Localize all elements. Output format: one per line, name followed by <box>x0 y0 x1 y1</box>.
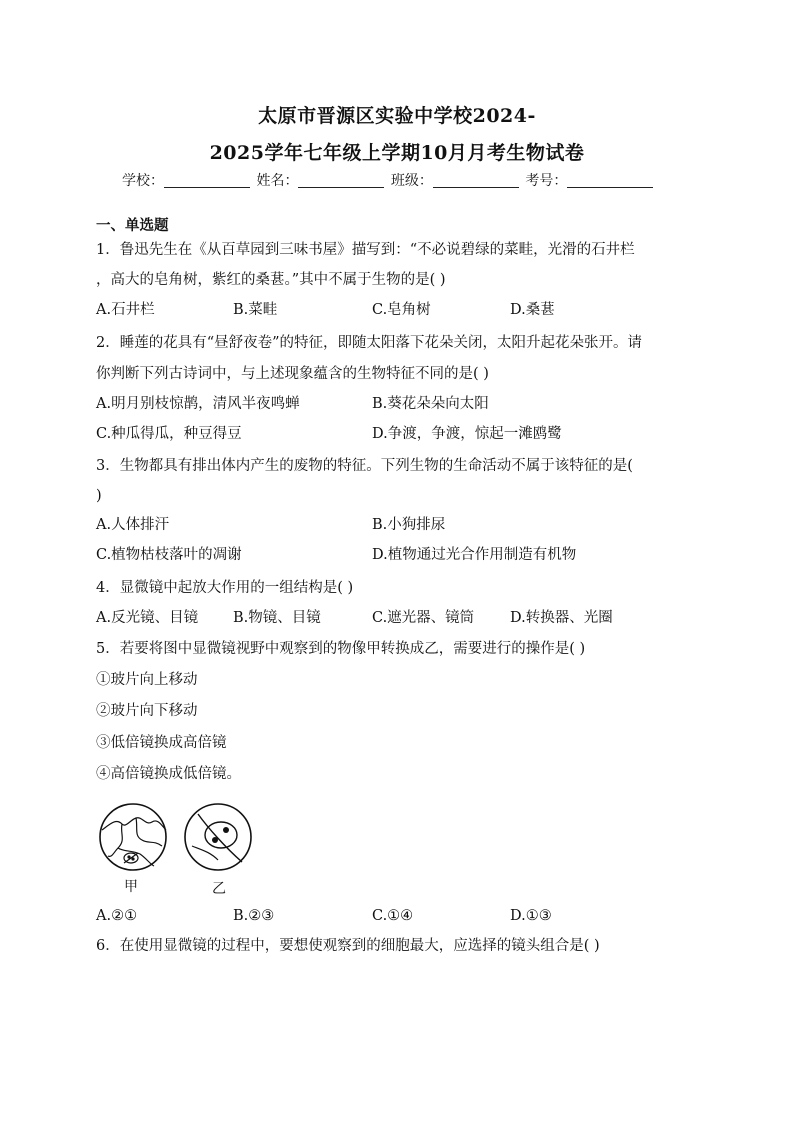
q3-option-d[interactable]: D.植物通过光合作用制造有机物 <box>372 547 577 563</box>
q4-option-b[interactable]: B.物镜、目镜 <box>233 610 321 626</box>
field-jia <box>100 804 166 870</box>
q5-item-2: ②玻片向下移动 <box>96 703 198 719</box>
q5-item-1: ①玻片向上移动 <box>96 672 198 688</box>
exam-title-line1: 太原市晋源区实验中学校2024- <box>258 105 536 127</box>
q4-option-d[interactable]: D.转换器、光圈 <box>510 610 613 626</box>
q2-stem-line1: 2．睡莲的花具有“昼舒夜卷”的特征，即随太阳落下花朵关闭，太阳升起花朵张开。请 <box>96 335 643 351</box>
q1-option-c[interactable]: C.皂角树 <box>372 302 431 318</box>
student-info-row <box>122 170 655 190</box>
q5-option-b[interactable]: B.②③ <box>233 908 275 924</box>
exam-title-line2: 2025学年七年级上学期10月月考生物试卷 <box>209 142 585 164</box>
class-label: 班级： <box>390 173 433 189</box>
q3-stem-line2: ) <box>96 488 102 504</box>
q4-stem: 4．显微镜中起放大作用的一组结构是( ) <box>96 580 354 596</box>
q1-option-d[interactable]: D.桑葚 <box>510 302 555 318</box>
q1-option-b[interactable]: B.菜畦 <box>233 302 278 318</box>
class-blank[interactable] <box>433 173 519 188</box>
q1-stem-line1: 1．鲁迅先生在《从百草园到三味书屋》描写到：“不必说碧绿的菜畦，光滑的石井栏 <box>96 242 635 258</box>
q2-option-b[interactable]: B.葵花朵朵向太阳 <box>372 396 489 412</box>
q4-option-c[interactable]: C.遮光器、镜筒 <box>372 610 475 626</box>
school-label: 学校： <box>122 173 164 189</box>
number-blank[interactable] <box>567 173 653 188</box>
number-label: 考号： <box>525 173 568 189</box>
figure-label-yi: 乙 <box>212 881 226 897</box>
q5-option-a[interactable]: A.②① <box>96 908 138 924</box>
figure-label-jia: 甲 <box>124 879 138 895</box>
microscope-fields-svg <box>96 800 256 880</box>
q2-option-c[interactable]: C.种瓜得瓜，种豆得豆 <box>96 426 242 442</box>
q3-option-b[interactable]: B.小狗排尿 <box>372 517 446 533</box>
q1-stem-line2: ，高大的皂角树，紫红的桑葚。”其中不属于生物的是( ) <box>96 272 446 288</box>
section-heading: 一、单选题 <box>96 217 169 234</box>
name-blank[interactable] <box>298 173 384 188</box>
q5-option-d[interactable]: D.①③ <box>510 908 552 924</box>
q2-option-d[interactable]: D.争渡，争渡，惊起一滩鸥鹭 <box>372 426 562 442</box>
q5-option-c[interactable]: C.①④ <box>372 908 414 924</box>
q3-option-a[interactable]: A.人体排汗 <box>96 517 170 533</box>
q5-item-3: ③低倍镜换成高倍镜 <box>96 735 227 751</box>
q5-stem: 5．若要将图中显微镜视野中观察到的物像甲转换成乙，需要进行的操作是( ) <box>96 641 586 657</box>
school-blank[interactable] <box>164 173 250 188</box>
q5-item-4: ④高倍镜换成低倍镜。 <box>96 766 241 782</box>
q2-option-a[interactable]: A.明月别枝惊鹊，清风半夜鸣蝉 <box>96 396 300 412</box>
q3-stem-line1: 3．生物都具有排出体内产生的废物的特征。下列生物的生命活动不属于该特征的是( <box>96 458 633 474</box>
q3-option-c[interactable]: C.植物枯枝落叶的凋谢 <box>96 547 242 563</box>
name-label: 姓名： <box>256 173 299 189</box>
q4-option-a[interactable]: A.反光镜、目镜 <box>96 610 199 626</box>
q1-option-a[interactable]: A.石井栏 <box>96 302 155 318</box>
q6-stem: 6．在使用显微镜的过程中，要想使观察到的细胞最大，应选择的镜头组合是( ) <box>96 938 600 954</box>
microscope-field-figure <box>96 800 256 900</box>
q2-stem-line2: 你判断下列古诗词中，与上述现象蕴含的生物特征不同的是( ) <box>96 366 489 382</box>
field-yi <box>185 804 251 870</box>
